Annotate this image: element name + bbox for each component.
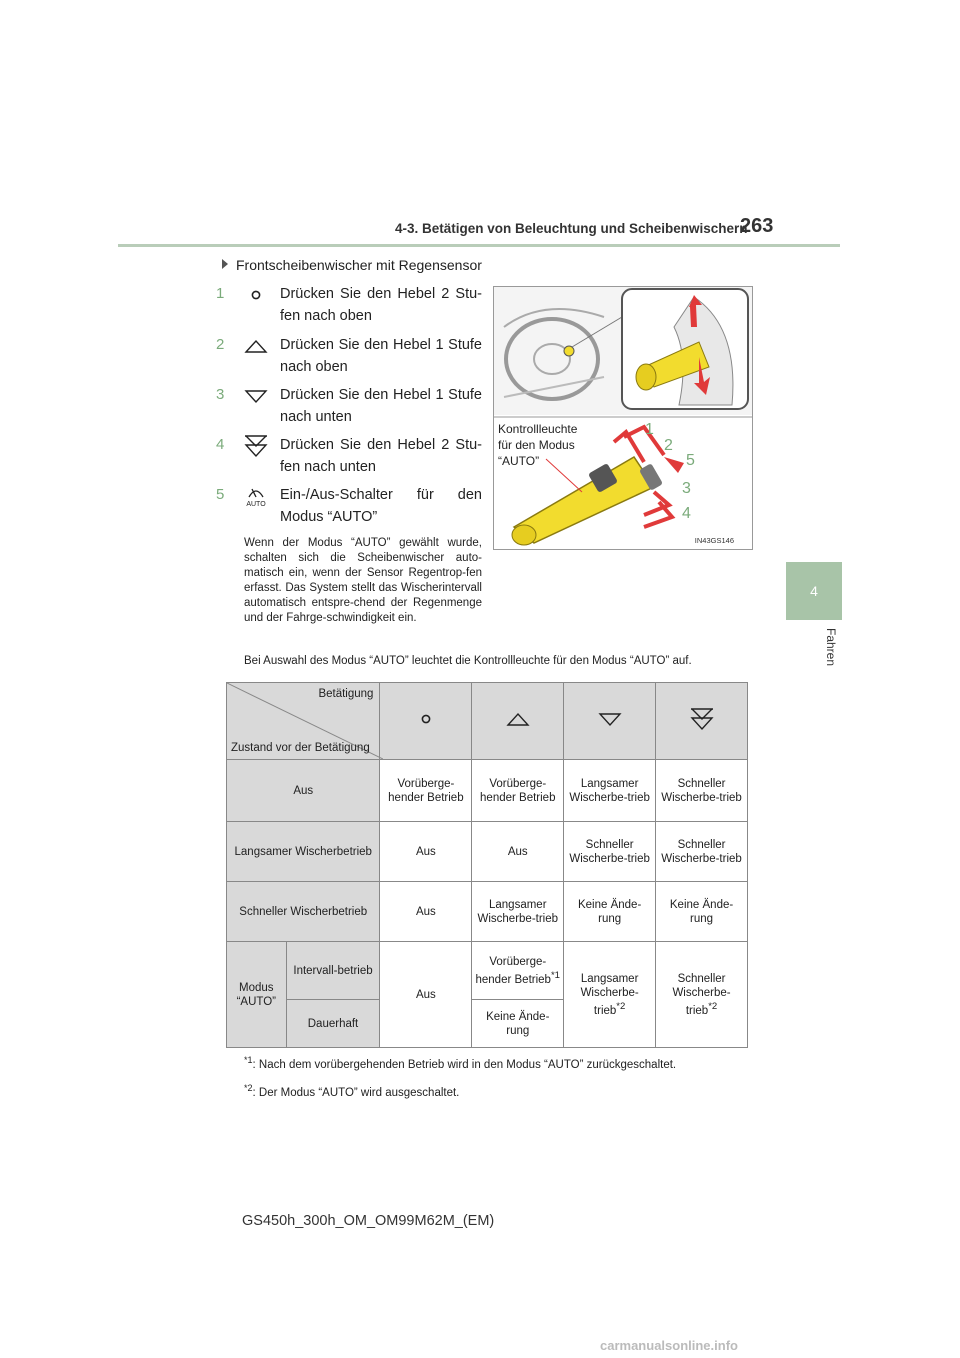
number-badge: 5 — [216, 486, 225, 503]
item-text: Drücken Sie den Hebel 2 Stu-fen nach oben — [280, 286, 482, 324]
section-title: Frontscheibenwischer mit Regensensor — [222, 257, 482, 273]
figure-callout: Kontrollleuchte für den Modus “AUTO” — [498, 422, 578, 468]
list-item — [216, 484, 482, 532]
table-cell: Langsamer Wischerbe-trieb — [564, 760, 656, 822]
column-header — [656, 683, 748, 760]
number-badge: 1 — [216, 285, 225, 302]
row-subheader: Dauerhaft — [286, 1000, 380, 1048]
list-item — [216, 334, 482, 382]
circle-icon — [412, 707, 440, 731]
number-badge: 2 — [216, 336, 225, 353]
row-header-auto: Modus “AUTO” — [227, 942, 287, 1048]
table-cell: Aus — [472, 822, 564, 882]
table-row — [227, 822, 748, 882]
column-header — [564, 683, 656, 760]
row-header: Schneller Wischerbetrieb — [227, 882, 380, 942]
wiper-lever-figure — [493, 286, 753, 550]
table-corner-header — [227, 683, 380, 760]
table-cell: Keine Ände-rung — [656, 882, 748, 942]
table-cell: Langsamer Wischerbe-trieb$^{*2}$ — [564, 942, 656, 1048]
table-cell: Schneller Wischerbe-trieb — [656, 822, 748, 882]
description-paragraph-2: Bei Auswahl des Modus “AUTO” leuchtet die Kontrollleuchte für den Modus “AUTO” auf. — [244, 655, 692, 667]
table-cell: Keine Ände-rung — [564, 882, 656, 942]
wiper-illustration — [494, 287, 752, 549]
triangle-down-icon — [596, 707, 624, 731]
number-badge: 3 — [216, 386, 225, 403]
table-row — [227, 760, 748, 822]
double-triangle-down-icon — [688, 707, 716, 731]
figure-label: 2 — [664, 437, 673, 454]
table-cell: Aus — [380, 942, 472, 1048]
chapter-label: Fahren — [824, 628, 838, 667]
table-cell: Schneller Wischerbe-trieb — [564, 822, 656, 882]
svg-text:AUTO: AUTO — [246, 501, 266, 508]
item-text: Ein-/Aus-Schalter für den Modus “AUTO” — [280, 487, 482, 525]
wiper-operation-table — [226, 682, 748, 1048]
document-code: GS450h_300h_OM_OM99M62M_(EM) — [242, 1213, 495, 1229]
corner-top-label: Betätigung — [318, 688, 374, 700]
row-header: Langsamer Wischerbetrieb — [227, 822, 380, 882]
figure-label: 1 — [645, 421, 654, 438]
chapter-number: 4 — [810, 583, 818, 599]
table-cell: Aus — [380, 822, 472, 882]
number-badge: 4 — [216, 436, 225, 453]
table-row — [227, 882, 748, 942]
double-triangle-down-icon — [242, 434, 270, 458]
figure-code: IN43GS146 — [694, 536, 734, 545]
page-number: 263 — [740, 215, 774, 237]
table-cell: Vorüberge-hender Betrieb — [472, 760, 564, 822]
table-cell: Vorüberge-hender Betrieb — [380, 760, 472, 822]
table-cell: Keine Ände-rung — [472, 1000, 564, 1048]
figure-label: 4 — [682, 505, 691, 522]
triangle-up-icon — [242, 334, 270, 358]
watermark[interactable]: carmanualsonline.info — [600, 1338, 738, 1353]
row-header: Aus — [227, 760, 380, 822]
header-rule — [118, 244, 840, 247]
figure-label: 5 — [686, 452, 695, 469]
list-item — [216, 283, 482, 331]
item-text: Drücken Sie den Hebel 1 Stufe nach unten — [280, 387, 482, 425]
section-bullet-icon — [222, 259, 228, 269]
footnote: $^{*2}$: Der Modus “AUTO” wird ausgeschaltet. — [244, 1083, 460, 1099]
auto-wiper-icon — [242, 484, 270, 508]
chapter-tab[interactable] — [786, 562, 842, 620]
table-cell: Schneller Wischerbe-trieb — [656, 760, 748, 822]
figure-label: 3 — [682, 480, 691, 497]
circle-icon — [242, 283, 270, 307]
corner-bottom-label: Zustand vor der Betätigung — [231, 742, 370, 754]
table-cell: Langsamer Wischerbe-trieb — [472, 882, 564, 942]
item-text: Drücken Sie den Hebel 2 Stu-fen nach unten — [280, 437, 482, 475]
triangle-up-icon — [504, 707, 532, 731]
list-item — [216, 384, 482, 432]
triangle-down-icon — [242, 384, 270, 408]
list-item — [216, 434, 482, 482]
column-header — [472, 683, 564, 760]
row-subheader: Intervall-betrieb — [286, 942, 380, 1000]
header-title: 4-3. Betätigen von Beleuchtung und Scheibenwischern — [395, 221, 748, 236]
table-cell: Aus — [380, 882, 472, 942]
table-cell: Vorüberge-hender Betrieb$^{*1}$ — [472, 942, 564, 1000]
footnote: $^{*1}$: Nach dem vorübergehenden Betrieb wird in den Modus “AUTO” zurückgeschaltet. — [244, 1055, 677, 1071]
table-cell: Schneller Wischerbe-trieb$^{*2}$ — [656, 942, 748, 1048]
item-text: Drücken Sie den Hebel 1 Stufe nach oben — [280, 337, 482, 375]
table-row — [227, 942, 748, 1000]
description-paragraph: Wenn der Modus “AUTO” gewählt wurde, schalten sich die Scheibenwischer auto-matisch ein, wenn der Sensor Regentrop-fen erfasst. Das System stellt das Wischerintervall automatisch entspre-chend der Regenmenge und der Fahrge-schwindigkeit ein. — [244, 537, 482, 624]
column-header — [380, 683, 472, 760]
